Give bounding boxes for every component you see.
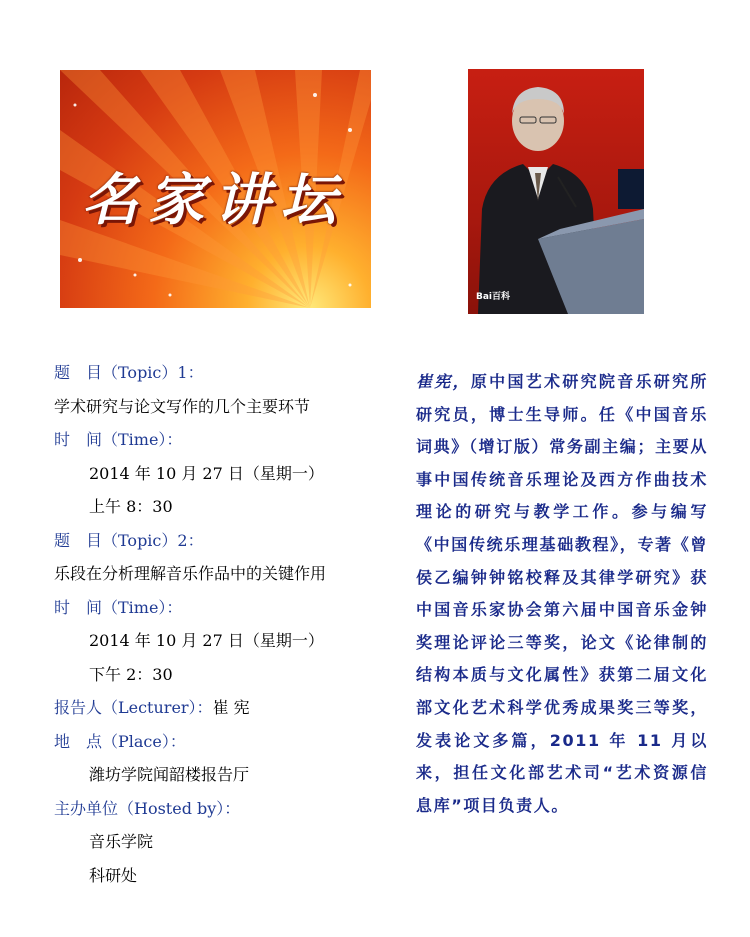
photo-watermark: Bai百科: [476, 292, 511, 302]
host-2: 科研处: [89, 865, 138, 885]
topic1-label: 题 目（Topic）1：: [54, 363, 204, 382]
lecturer-value: 崔 宪: [212, 698, 250, 717]
time1-hour: 上午 8：30: [89, 497, 173, 516]
time1-label: 时 间（Time）：: [54, 430, 183, 449]
time1-date: 2014 年 10 月 27 日（星期一）: [89, 463, 324, 483]
place-value: 潍坊学院闻韶楼报告厅: [89, 765, 250, 784]
place-label: 地 点（Place）：: [54, 731, 186, 751]
lecturer-row: [54, 691, 384, 725]
host-label: 主办单位（Hosted by）：: [54, 798, 241, 818]
speaker-bio: [416, 366, 708, 822]
lecture-banner: [60, 70, 371, 308]
host-1: 音乐学院: [89, 832, 154, 851]
bio-name: 崔宪，: [416, 372, 471, 391]
time2-label: 时 间（Time）：: [54, 597, 183, 617]
banner-title: 名家讲坛: [82, 168, 346, 233]
topic2-value: 乐段在分析理解音乐作品中的关键作用: [54, 564, 327, 583]
time2-date: 2014 年 10 月 27 日（星期一）: [89, 631, 324, 650]
lecture-info: [54, 356, 384, 892]
speaker-photo: [468, 69, 644, 314]
lecturer-label: 报告人（Lecturer）：: [54, 698, 213, 717]
speaker-portrait-icon: [468, 69, 644, 314]
topic2-label: 题 目（Topic）2：: [54, 530, 204, 550]
topic1-value: 学术研究与论文写作的几个主要环节: [54, 396, 311, 416]
time2-hour: 下午 2：30: [89, 664, 173, 684]
bio-text: 原中国艺术研究院音乐研究所研究员，博士生导师。任《中国音乐词典》（增订版）常务副主编；主要从事中国传统音乐理论及西方作曲技术理论的研究与教学工作。参与编写《中国传统乐理基础教程》，专著《曾侯乙编钟钟铭校释及其律学研究》获中国音乐家协会第六届中国音乐金钟奖理论评论三等奖，论文《论律制的结构本质与文化属性》获第二届文化部文化艺术科学优秀成果奖三等奖，发表论文多篇，2011 年 11 月以来，担任文化部艺术司“艺术资源信息库”项目负责人。: [416, 372, 708, 815]
